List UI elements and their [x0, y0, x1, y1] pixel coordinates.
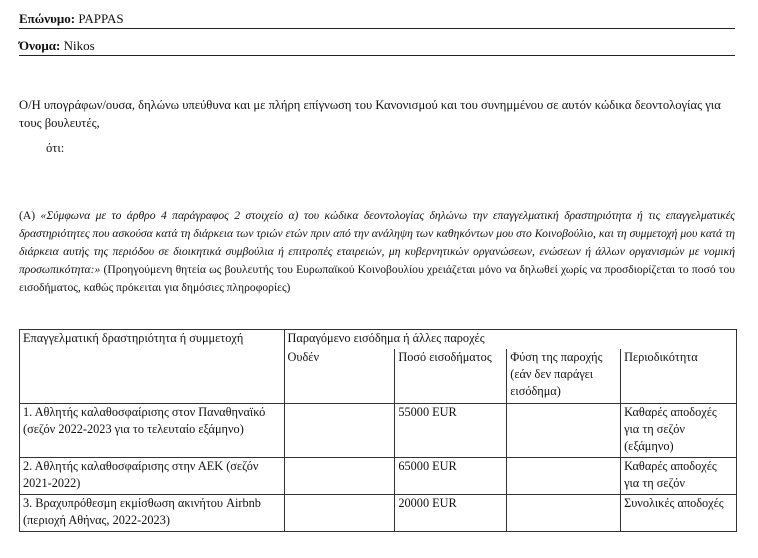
- row-period: Καθαρές αποδοχές για τη σεζόν: [621, 458, 737, 495]
- section-a-prefix: (A): [19, 209, 36, 222]
- section-a-note: (Προηγούμενη θητεία ως βουλευτής του Ευρωπαϊκού Κοινοβουλίου χρειάζεται μόνο να δηλωθεί χωρίς να προσδιορίζεται το ποσό του εισοδήματος, καθώς πρόκειται για δημόσιες πληροφορίες): [19, 263, 735, 294]
- name-value: Nikos: [63, 38, 95, 53]
- header-none: Ουδέν: [284, 349, 395, 404]
- surname-value: PAPPAS: [78, 11, 124, 26]
- activities-table: [19, 329, 737, 532]
- surname-field: [19, 11, 735, 29]
- row-amount: 20000 EUR: [395, 495, 507, 532]
- row-period: Συνολικές αποδοχές: [621, 495, 737, 532]
- row-period: Καθαρές αποδοχές για τη σεζόν (εξάμηνο): [621, 404, 737, 458]
- header-income-group: Παραγόμενο εισόδημα ή άλλες παροχές: [284, 330, 736, 350]
- header-period: Περιοδικότητα: [621, 349, 737, 404]
- header-amount: Ποσό εισοδήματος: [395, 349, 507, 404]
- header-activity: Επαγγελματική δραστηριότητα ή συμμετοχή: [20, 330, 285, 404]
- surname-label: Επώνυμο:: [19, 11, 76, 26]
- table-header-row: [20, 330, 737, 350]
- row-none: [284, 404, 395, 458]
- row-activity: 3. Βραχυπρόθεσμη εκμίσθωση ακινήτου Airbnb (περιοχή Αθήνας, 2022-2023): [20, 495, 285, 532]
- row-amount: 55000 EUR: [395, 404, 507, 458]
- row-none: [284, 495, 395, 532]
- row-nature: [507, 495, 621, 532]
- name-label: Όνομα:: [19, 38, 61, 53]
- table-row: [20, 495, 737, 532]
- row-none: [284, 458, 395, 495]
- section-a-statement: [19, 207, 735, 297]
- oti-label: ότι:: [46, 141, 65, 155]
- table-row: [20, 458, 737, 495]
- row-activity: 2. Αθλητής καλαθοσφαίρισης στην ΑΕΚ (σεζόν 2021-2022): [20, 458, 285, 495]
- intro-paragraph: Ο/Η υπογράφων/ουσα, δηλώνω υπεύθυνα και με πλήρη επίγνωση του Κανονισμού και του συνημμένου σε αυτόν κώδικα δεοντολογίας για τους βουλευτές,: [19, 98, 721, 130]
- name-field: [19, 38, 735, 56]
- row-nature: [507, 458, 621, 495]
- row-nature: [507, 404, 621, 458]
- row-amount: 65000 EUR: [395, 458, 507, 495]
- section-a-quote: «Σύμφωνα με το άρθρο 4 παράγραφος 2 στοιχείο α) του κώδικα δεοντολογίας δηλώνω την επαγγελματική δραστηριότητα ή τις επαγγελματικές δραστηριότητες που ασκούσα κατά τη διάρκεια των τριών ετών πριν από την ανάληψη των καθηκόντων μου στο Κοινοβούλιο, και τη συμμετοχή μου κατά τη διάρκεια αυτής της περιόδου σε διοικητικά συμβούλια ή επιτροπές εταιρειών, μη κυβερνητικών οργανώσεων, ενώσεων ή άλλων οργανισμών με νομική προσωπικότητα:»: [19, 209, 735, 276]
- header-nature: Φύση της παροχής (εάν δεν παράγει εισόδημα): [507, 349, 621, 404]
- table-row: [20, 404, 737, 458]
- row-activity: 1. Αθλητής καλαθοσφαίρισης στον Παναθηναϊκό (σεζόν 2022-2023 για το τελευταίο εξάμηνο): [20, 404, 285, 458]
